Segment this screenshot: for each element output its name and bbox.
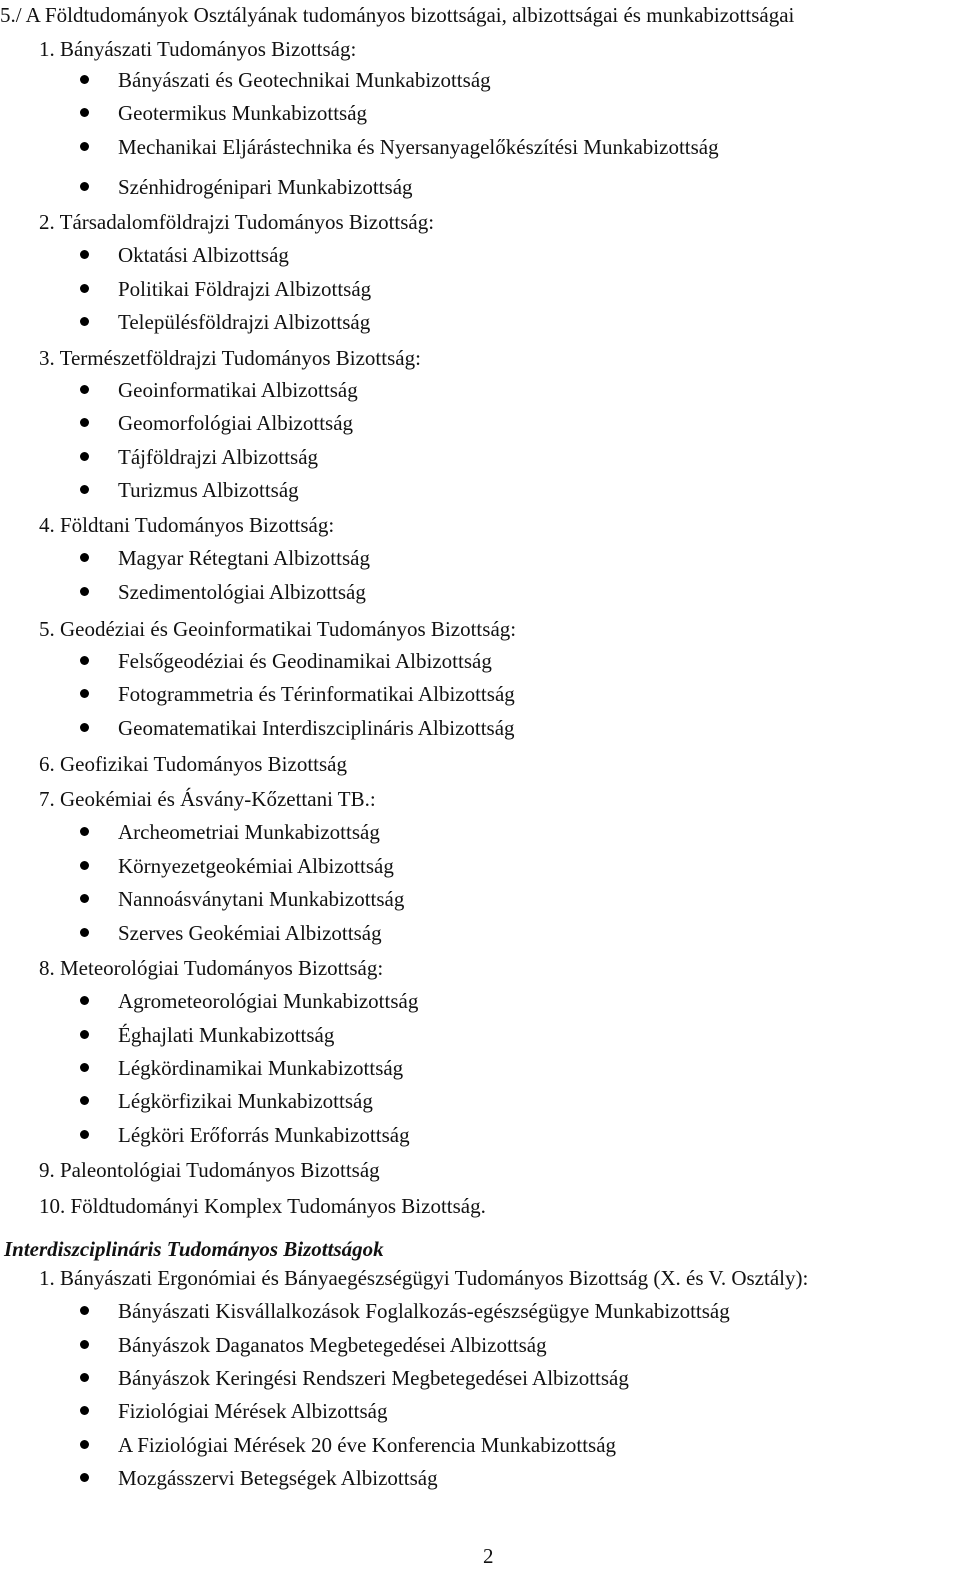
bullet-icon (80, 108, 89, 117)
bullet-icon (80, 996, 89, 1005)
committee-title: 2. Társadalomföldrajzi Tudományos Bizottság: (39, 210, 435, 234)
list-item: Felsőgeodéziai és Geodinamikai Albizottság (118, 649, 492, 673)
list-item: Fotogrammetria és Térinformatikai Albizottság (118, 682, 515, 706)
committee-title: 5. Geodéziai és Geoinformatikai Tudományos Bizottság: (39, 617, 517, 641)
bullet-icon (80, 861, 89, 870)
list-item: Környezetgeokémiai Albizottság (118, 854, 394, 878)
committee-title: 4. Földtani Tudományos Bizottság: (39, 513, 335, 537)
list-item: Geomorfológiai Albizottság (118, 411, 354, 435)
committee-title: 9. Paleontológiai Tudományos Bizottság (39, 1158, 380, 1182)
list-item: Oktatási Albizottság (118, 243, 289, 267)
list-item: Politikai Földrajzi Albizottság (118, 277, 372, 301)
list-item: Geomatematikai Interdiszciplináris Albizottság (118, 716, 515, 740)
list-item: Geotermikus Munkabizottság (118, 101, 368, 125)
list-item: Nannoásványtani Munkabizottság (118, 887, 405, 911)
list-item: Fiziológiai Mérések Albizottság (118, 1399, 388, 1423)
bullet-icon (80, 317, 89, 326)
list-item: Légkörfizikai Munkabizottság (118, 1089, 373, 1113)
list-item: Bányászati Kisvállalkozások Foglalkozás-egészségügye Munkabizottság (118, 1299, 730, 1323)
bullet-icon (80, 928, 89, 937)
list-item: Mechanikai Eljárástechnika és Nyersanyagelőkészítési Munkabizottság (118, 135, 719, 159)
list-item: Tájföldrajzi Albizottság (118, 445, 319, 469)
list-item: Szerves Geokémiai Albizottság (118, 921, 382, 945)
bullet-icon (80, 1473, 89, 1482)
list-item: Légkördinamikai Munkabizottság (118, 1056, 404, 1080)
list-item: Turizmus Albizottság (118, 478, 299, 502)
bullet-icon (80, 894, 89, 903)
list-item: Szénhidrogénipari Munkabizottság (118, 175, 413, 199)
list-item: Településföldrajzi Albizottság (118, 310, 371, 334)
committee-title: 6. Geofizikai Tudományos Bizottság (39, 752, 347, 776)
list-item: A Fiziológiai Mérések 20 éve Konferencia Munkabizottság (118, 1433, 617, 1457)
committee-title: 7. Geokémiai és Ásvány-Kőzettani TB.: (39, 787, 376, 811)
list-item: Archeometriai Munkabizottság (118, 820, 380, 844)
bullet-icon (80, 418, 89, 427)
bullet-icon (80, 723, 89, 732)
list-item: Agrometeorológiai Munkabizottság (118, 989, 419, 1013)
bullet-icon (80, 656, 89, 665)
bullet-icon (80, 75, 89, 84)
list-item: Geoinformatikai Albizottság (118, 378, 358, 402)
bullet-icon (80, 1030, 89, 1039)
bullet-icon (80, 827, 89, 836)
list-item: Szedimentológiai Albizottság (118, 580, 366, 604)
bullet-icon (80, 553, 89, 562)
committee-title: 1. Bányászati Tudományos Bizottság: (39, 37, 357, 61)
committee-title: 10. Földtudományi Komplex Tudományos Bizottság. (39, 1194, 486, 1218)
bullet-icon (80, 587, 89, 596)
bullet-icon (80, 284, 89, 293)
bullet-icon (80, 142, 89, 151)
bullet-icon (80, 689, 89, 698)
bullet-icon (80, 1130, 89, 1139)
committee-title: 3. Természetföldrajzi Tudományos Bizottság: (39, 346, 421, 370)
list-item: Éghajlati Munkabizottság (118, 1023, 335, 1047)
committee-title: 8. Meteorológiai Tudományos Bizottság: (39, 956, 384, 980)
list-item: Bányászok Daganatos Megbetegedései Albizottság (118, 1333, 547, 1357)
bullet-icon (80, 250, 89, 259)
bullet-icon (80, 452, 89, 461)
interdisciplinary-heading: Interdiszciplináris Tudományos Bizottságok (4, 1237, 384, 1261)
bullet-icon (80, 1063, 89, 1072)
committee-title: 1. Bányászati Ergonómiai és Bányaegészségügyi Tudományos Bizottság (X. és V. Osztály): (39, 1266, 809, 1290)
list-item: Bányászok Keringési Rendszeri Megbetegedései Albizottság (118, 1366, 629, 1390)
page-number: 2 (483, 1544, 494, 1568)
list-item: Bányászati és Geotechnikai Munkabizottság (118, 68, 491, 92)
section-header: 5./ A Földtudományok Osztályának tudományos bizottságai, albizottságai és munkabizottságai (0, 3, 795, 27)
bullet-icon (80, 1373, 89, 1382)
list-item: Légköri Erőforrás Munkabizottság (118, 1123, 410, 1147)
bullet-icon (80, 1406, 89, 1415)
bullet-icon (80, 1340, 89, 1349)
list-item: Mozgásszervi Betegségek Albizottság (118, 1466, 438, 1490)
bullet-icon (80, 1096, 89, 1105)
bullet-icon (80, 1306, 89, 1315)
bullet-icon (80, 182, 89, 191)
bullet-icon (80, 1440, 89, 1449)
bullet-icon (80, 385, 89, 394)
list-item: Magyar Rétegtani Albizottság (118, 546, 370, 570)
bullet-icon (80, 485, 89, 494)
